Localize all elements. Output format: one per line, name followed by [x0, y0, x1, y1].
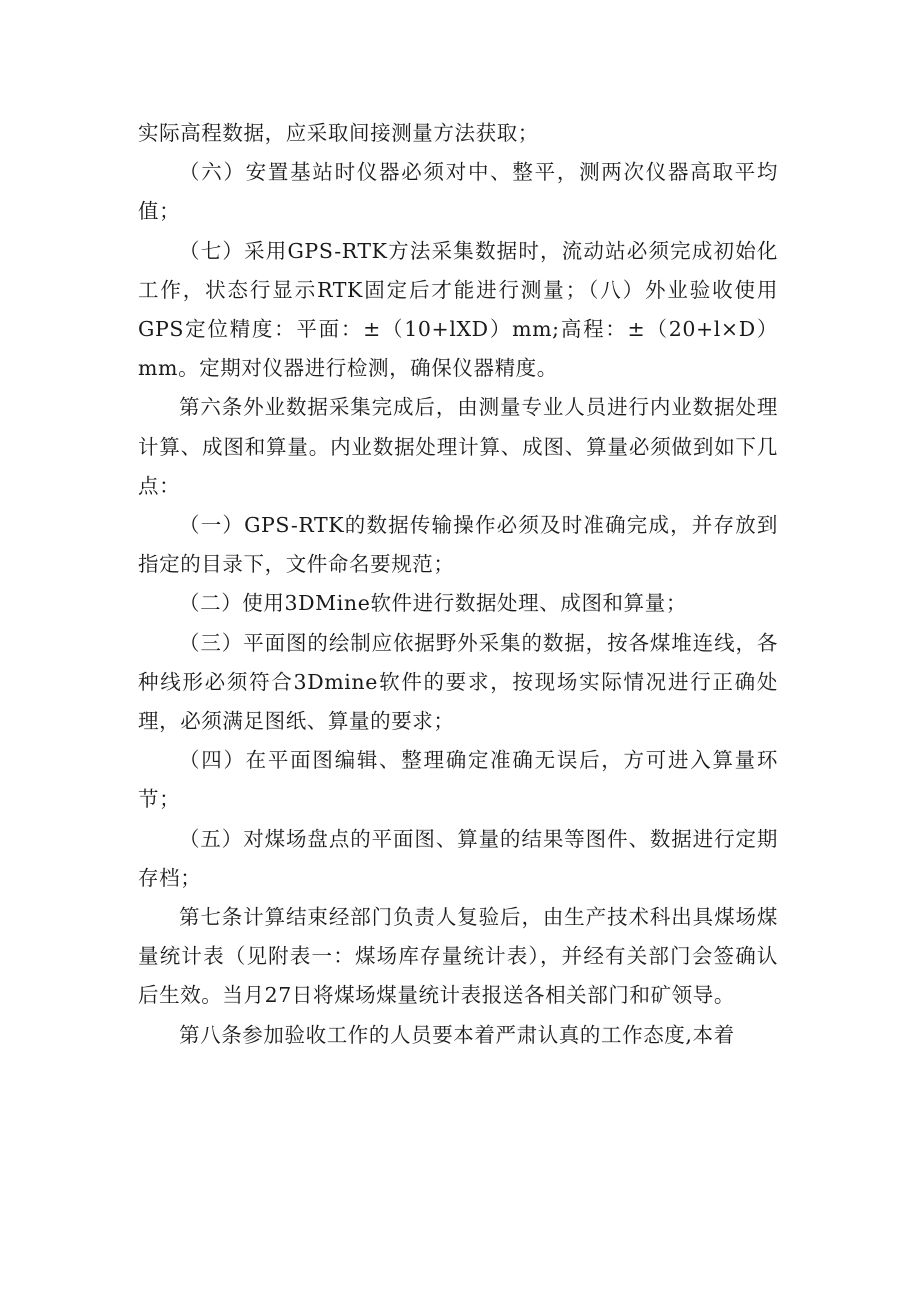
paragraph-continuation: 实际高程数据，应采取间接测量方法获取； — [138, 121, 539, 145]
paragraph-sub-item-4: （四）在平面图编辑、整理确定准确无误后，方可进入算量环节； — [138, 748, 778, 812]
paragraph-sub-item-1: （一）GPS-RTK的数据传输操作必须及时准确完成，并存放到指定的目录下，文件命名要规范； — [138, 513, 778, 577]
paragraph-article-8: 第八条参加验收工作的人员要本着严肃认真的工作态度,本着 — [179, 1022, 735, 1047]
paragraph-item-6: （六）安置基站时仪器必须对中、整平，测两次仪器高取平均值； — [138, 160, 778, 224]
paragraph-article-7: 第七条计算结束经部门负责人复验后，由生产技术科出具煤场煤量统计表（见附表一：煤场库存量统计表），并经有关部门会签确认后生效。当月27日将煤场煤量统计表报送各相关部门和矿领导。 — [138, 905, 778, 1008]
paragraph-sub-item-5: （五）对煤场盘点的平面图、算量的结果等图件、数据进行定期存档； — [138, 826, 778, 890]
document-body — [138, 114, 778, 1055]
paragraph-item-7-8: （七）采用GPS-RTK方法采集数据时，流动站必须完成初始化工作，状态行显示RTK固定后才能进行测量；（八）外业验收使用GPS定位精度：平面：±（10+lXD）mm;高程：±（20+l×D）mm。定期对仪器进行检测，确保仪器精度。 — [138, 238, 778, 381]
paragraph-sub-item-2: （二）使用3DMine软件进行数据处理、成图和算量； — [179, 591, 687, 616]
paragraph-article-6: 第六条外业数据采集完成后，由测量专业人员进行内业数据处理计算、成图和算量。内业数据处理计算、成图、算量必须做到如下几点： — [138, 395, 778, 498]
paragraph-sub-item-3: （三）平面图的绘制应依据野外采集的数据，按各煤堆连线，各种线形必须符合3Dmine软件的要求，按现场实际情况进行正确处理，必须满足图纸、算量的要求； — [138, 630, 778, 734]
